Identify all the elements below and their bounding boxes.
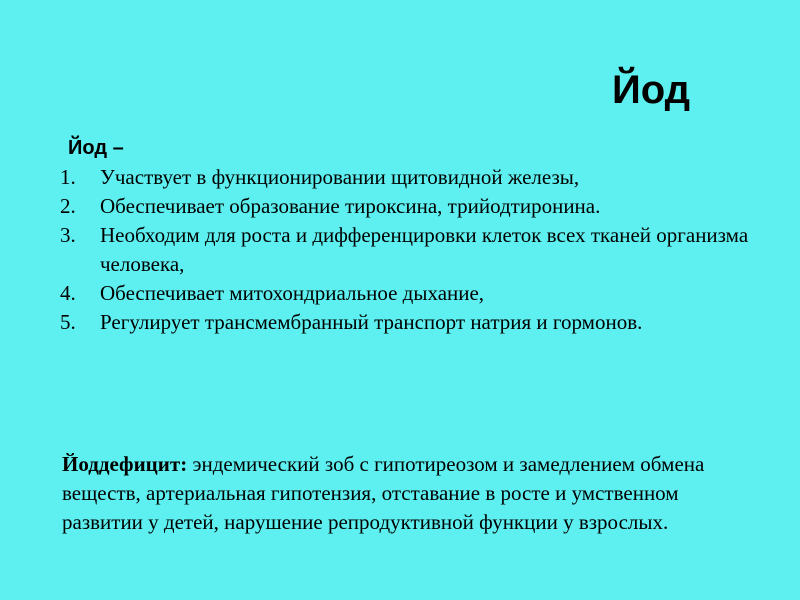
- list-item-text: Обеспечивает митохондриальное дыхание,: [100, 281, 485, 305]
- list-item-number: 4.: [60, 281, 76, 305]
- deficiency-label: Йоддефицит:: [62, 452, 188, 476]
- list-item: [60, 308, 760, 337]
- slide-title: Йод: [611, 68, 690, 112]
- list-item-text: Обеспечивает образование тироксина, трийодтиронина.: [100, 194, 601, 218]
- list-item: [60, 192, 760, 221]
- list-item-number: 1.: [60, 165, 76, 189]
- list-item-number: 2.: [60, 194, 76, 218]
- list-item-number: 5.: [60, 310, 76, 334]
- list-item-text: Регулирует трансмембранный транспорт натрия и гормонов.: [100, 310, 643, 334]
- lead-text: Йод –: [68, 137, 124, 159]
- list-item-text: Необходим для роста и дифференцировки клеток всех тканей организма человека,: [100, 223, 749, 276]
- deficiency-paragraph: [62, 450, 762, 537]
- list-item-text: Участвует в функционировании щитовидной железы,: [100, 165, 580, 189]
- list-item: [60, 163, 760, 192]
- list-item: [60, 279, 760, 308]
- deficiency-text: эндемический зоб с гипотиреозом и замедлением обмена веществ, артериальная гипотензия, отставание в росте и умственном развитии у детей, нарушение репродуктивной функции у взрослых.: [62, 452, 705, 534]
- functions-list: [60, 163, 760, 337]
- list-item: [60, 221, 760, 279]
- list-item-number: 3.: [60, 223, 76, 247]
